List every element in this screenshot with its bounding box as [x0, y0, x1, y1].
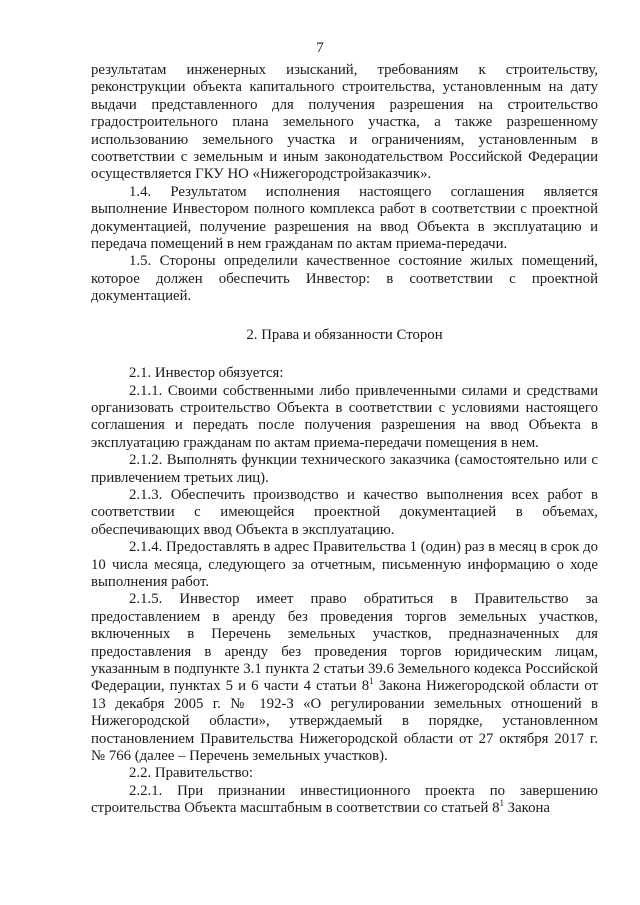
- superscript-mark: 1: [369, 676, 374, 687]
- paragraph-continuation: результатам инженерных изысканий, требованиям к строительству, реконструкции объекта капитального строительства, установленным на дату выдачи представленного для получения разрешения на строительство градостроительного плана земельного участка, а также разрешенному использованию земельного участка и ограничениям, установленным в соответствии с земельным и иным законодательством Российской Федерации осуществляется ГКУ НО «Нижегородстройзаказчик».: [91, 62, 598, 183]
- paragraph-2-1-3: 2.1.3. Обеспечить производство и качество выполнения всех работ в соответствии с имеющейся проектной документацией в объемах, обеспечивающих ввод Объекта в эксплуатацию.: [91, 486, 598, 538]
- paragraph-2-1: 2.1. Инвестор обязуется:: [129, 365, 284, 382]
- paragraph-2-2-1: [91, 783, 598, 818]
- paragraph-2-1-4: 2.1.4. Предоставлять в адрес Правительства 1 (один) раз в месяц в срок до 10 числа месяца, следующего за отчетным, письменную информацию о ходе выполнения работ.: [91, 539, 598, 590]
- paragraph-2-1-1: 2.1.1. Своими собственными либо привлеченными силами и средствами организовать строительство Объекта в соответствии с условиями настоящего соглашения и передать после получения разрешения на ввод Объекта в эксплуатацию гражданам по актам приема-передачи помещения в нем.: [91, 382, 598, 451]
- paragraph-1-4: 1.4. Результатом исполнения настоящего соглашения является выполнение Инвестором полного комплекса работ в соответствии с проектной документацией, получение разрешения на ввод Объекта в эксплуатацию и передача помещений в нем гражданам по актам приема-передачи.: [91, 183, 598, 253]
- page-number: 7: [316, 40, 324, 56]
- paragraph-2-1-5-part-a: 2.1.5. Инвестор имеет право обратиться в Правительство за предоставлением в аренду без проведения торгов земельных участков, включенных в Перечень земельных участков, предназначенных для предоставления в аренду без проведения торгов юридическим лицам, указанным в подпункте 3.1 пункта 2 статьи 39.6 Земельного кодекса Российской Федерации, пунктах 5 и 6 части 4 статьи 8: [91, 591, 598, 695]
- paragraph-2-2-1-part-b: Закона: [503, 800, 550, 817]
- paragraph-2-1-2: 2.1.2. Выполнять функции технического заказчика (самостоятельно или с привлечением третьих лиц).: [91, 452, 598, 486]
- document-body: [91, 62, 598, 818]
- paragraph-2-1-5-part-b: Закона Нижегородской области от 13 декабря 2005 г. № 192-З «О регулировании земельных отношений в Нижегородской области», утверждаемый в порядке, установленном постановлением Правительства Нижегородской области от 27 октября 2017 г. № 766 (далее – Перечень земельных участков).: [91, 678, 598, 765]
- paragraph-1-5: 1.5. Стороны определили качественное состояние жилых помещений, которое должен обеспечить Инвестор: в соответствии с проектной документацией.: [91, 253, 598, 305]
- paragraph-2-1-5: [91, 591, 598, 765]
- paragraph-2-2: 2.2. Правительство:: [129, 765, 254, 782]
- section-heading: 2. Права и обязанности Сторон: [246, 326, 443, 343]
- superscript-mark: 1: [499, 798, 504, 809]
- paragraph-2-2-1-part-a: 2.2.1. При признании инвестиционного проекта по завершению строительства Объекта масштабным в соответствии со статьей 8: [91, 782, 598, 817]
